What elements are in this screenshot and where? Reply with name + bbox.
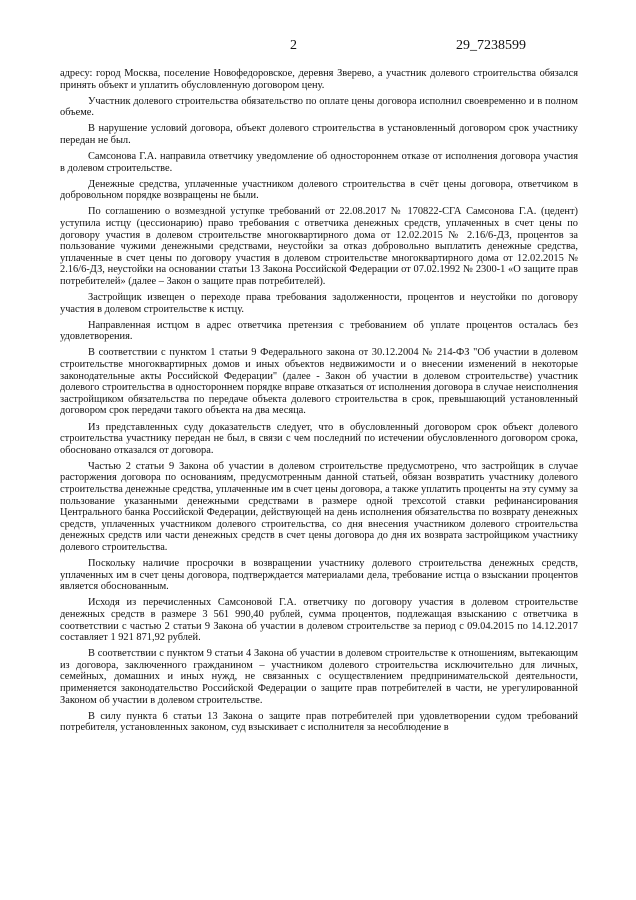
paragraph: Направленная истцом в адрес ответчика претензия с требованием об уплате процентов осталась без удовлетворения. xyxy=(60,319,578,343)
paragraph: адресу: город Москва, поселение Новофедоровское, деревня Зверево, а участник долевого строительства обязался принять объект и уплатить обусловленную договором цену. xyxy=(60,68,578,91)
paragraph: Застройщик извещен о переходе права требования задолженности, процентов и неустойки по договору участия в долевом строительстве к истцу. xyxy=(60,292,578,315)
paragraph: Поскольку наличие просрочки в возвращении участнику долевого строительства денежных средств, уплаченных им в счет цены договора, подтверждается материалами дела, требование истца о взыскании процентов является обоснованным. xyxy=(60,558,578,593)
paragraph: В соответствии с пунктом 1 статьи 9 Федерального закона от 30.12.2004 № 214-ФЗ "Об участии в долевом строительстве многоквартирных домов и иных объектов недвижимости и о внесении изменений в некоторые законодательные акты Российской Федерации" (далее - Закон об участии в долевом строительстве) участник долевого строительства в одностороннем порядке вправе отказаться от исполнения договора в случае неисполнения застройщиком обязательства по передаче объекта долевого строительства в срок, превышающий установленный договором срок передачи такого объекта на два месяца. xyxy=(60,347,578,417)
paragraph: В силу пункта 6 статьи 13 Закона о защите прав потребителей при удовлетворении судом требований потребителя, установленных законом, суд взыскивает с исполнителя за несоблюдение в xyxy=(60,710,578,734)
document-body xyxy=(60,68,578,738)
page-header xyxy=(0,38,636,58)
paragraph: По соглашению о возмездной уступке требований от 22.08.2017 № 170822-СГА Самсонова Г.А. (цедент) уступила истцу (цессионарию) право требования с ответчика денежных средств, уплаченных в счет цены по договору участия в долевом строительстве многоквартирного дома от 12.02.2015 № 2.16/6-ДЗ, процентов за пользование чужими денежными средствами, неустойки за отказ добровольно выплатить денежные средства, уплаченные в счет цены по договору участия в долевом строительстве многоквартирного дома от 12.02.2015 № 2.16/6-ДЗ, неустойки на основании статьи 13 Закона Российской Федерации от 07.02.1992 № 2300-1 «О защите прав потребителей» (далее – Закон о защите прав потребителей). xyxy=(60,206,578,287)
paragraph: Участник долевого строительства обязательство по оплате цены договора исполнил своевременно и в полном объеме. xyxy=(60,95,578,119)
document-id: 29_7238599 xyxy=(456,38,526,53)
paragraph: Денежные средства, уплаченные участником долевого строительства в счёт цены договора, ответчиком в добровольном порядке возвращены не были. xyxy=(60,178,578,202)
page-number: 2 xyxy=(290,38,297,53)
paragraph: Частью 2 статьи 9 Закона об участии в долевом строительстве предусмотрено, что застройщик в случае расторжения договора по основаниям, предусмотренным данной статьей, обязан возвратить участнику долевого строительства денежные средства, уплаченные им в счет цены договора, а также уплатить проценты на эту сумму за пользование указанными денежными средствами в размере одной трехсотой ставки рефинансирования Центрального банка Российской Федерации, действующей на день исполнения обязательства по возврату денежных средств, уплаченных участником долевого строительства, со дня внесения участником долевого строительства денежных средств или части денежных средств в счет цены договора до дня их возврата застройщиком участнику долевого строительства. xyxy=(60,460,578,553)
paragraph: В нарушение условий договора, объект долевого строительства в установленный договором срок участнику передан не был. xyxy=(60,123,578,146)
paragraph: Из представленных суду доказательств следует, что в обусловленный договором срок объект долевого строительства участнику передан не был, в связи с чем последний по истечении обусловленного договором срока, обосновано отказался от договора. xyxy=(60,421,578,456)
paragraph: Самсонова Г.А. направила ответчику уведомление об одностороннем отказе от исполнения договора участия в долевом строительстве. xyxy=(60,151,578,174)
paragraph: Исходя из перечисленных Самсоновой Г.А. ответчику по договору участия в долевом строительстве денежных средств в размере 3 561 990,40 рублей, сумма процентов, подлежащая взысканию с ответчика в соответствии с частью 2 статьи 9 Закона об участии в долевом строительстве за период с 09.04.2015 по 14.12.2017 составляет 1 921 871,92 рублей. xyxy=(60,597,578,644)
paragraph: В соответствии с пунктом 9 статьи 4 Закона об участии в долевом строительстве к отношениям, вытекающим из договора, заключенного гражданином – участником долевого строительства исключительно для личных, семейных, домашних и иных нужд, не связанных с осуществлением предпринимательской деятельности, применяется законодательство Российской Федерации о защите прав потребителей в части, не урегулированной Законом об участии в долевом строительстве. xyxy=(60,648,578,706)
